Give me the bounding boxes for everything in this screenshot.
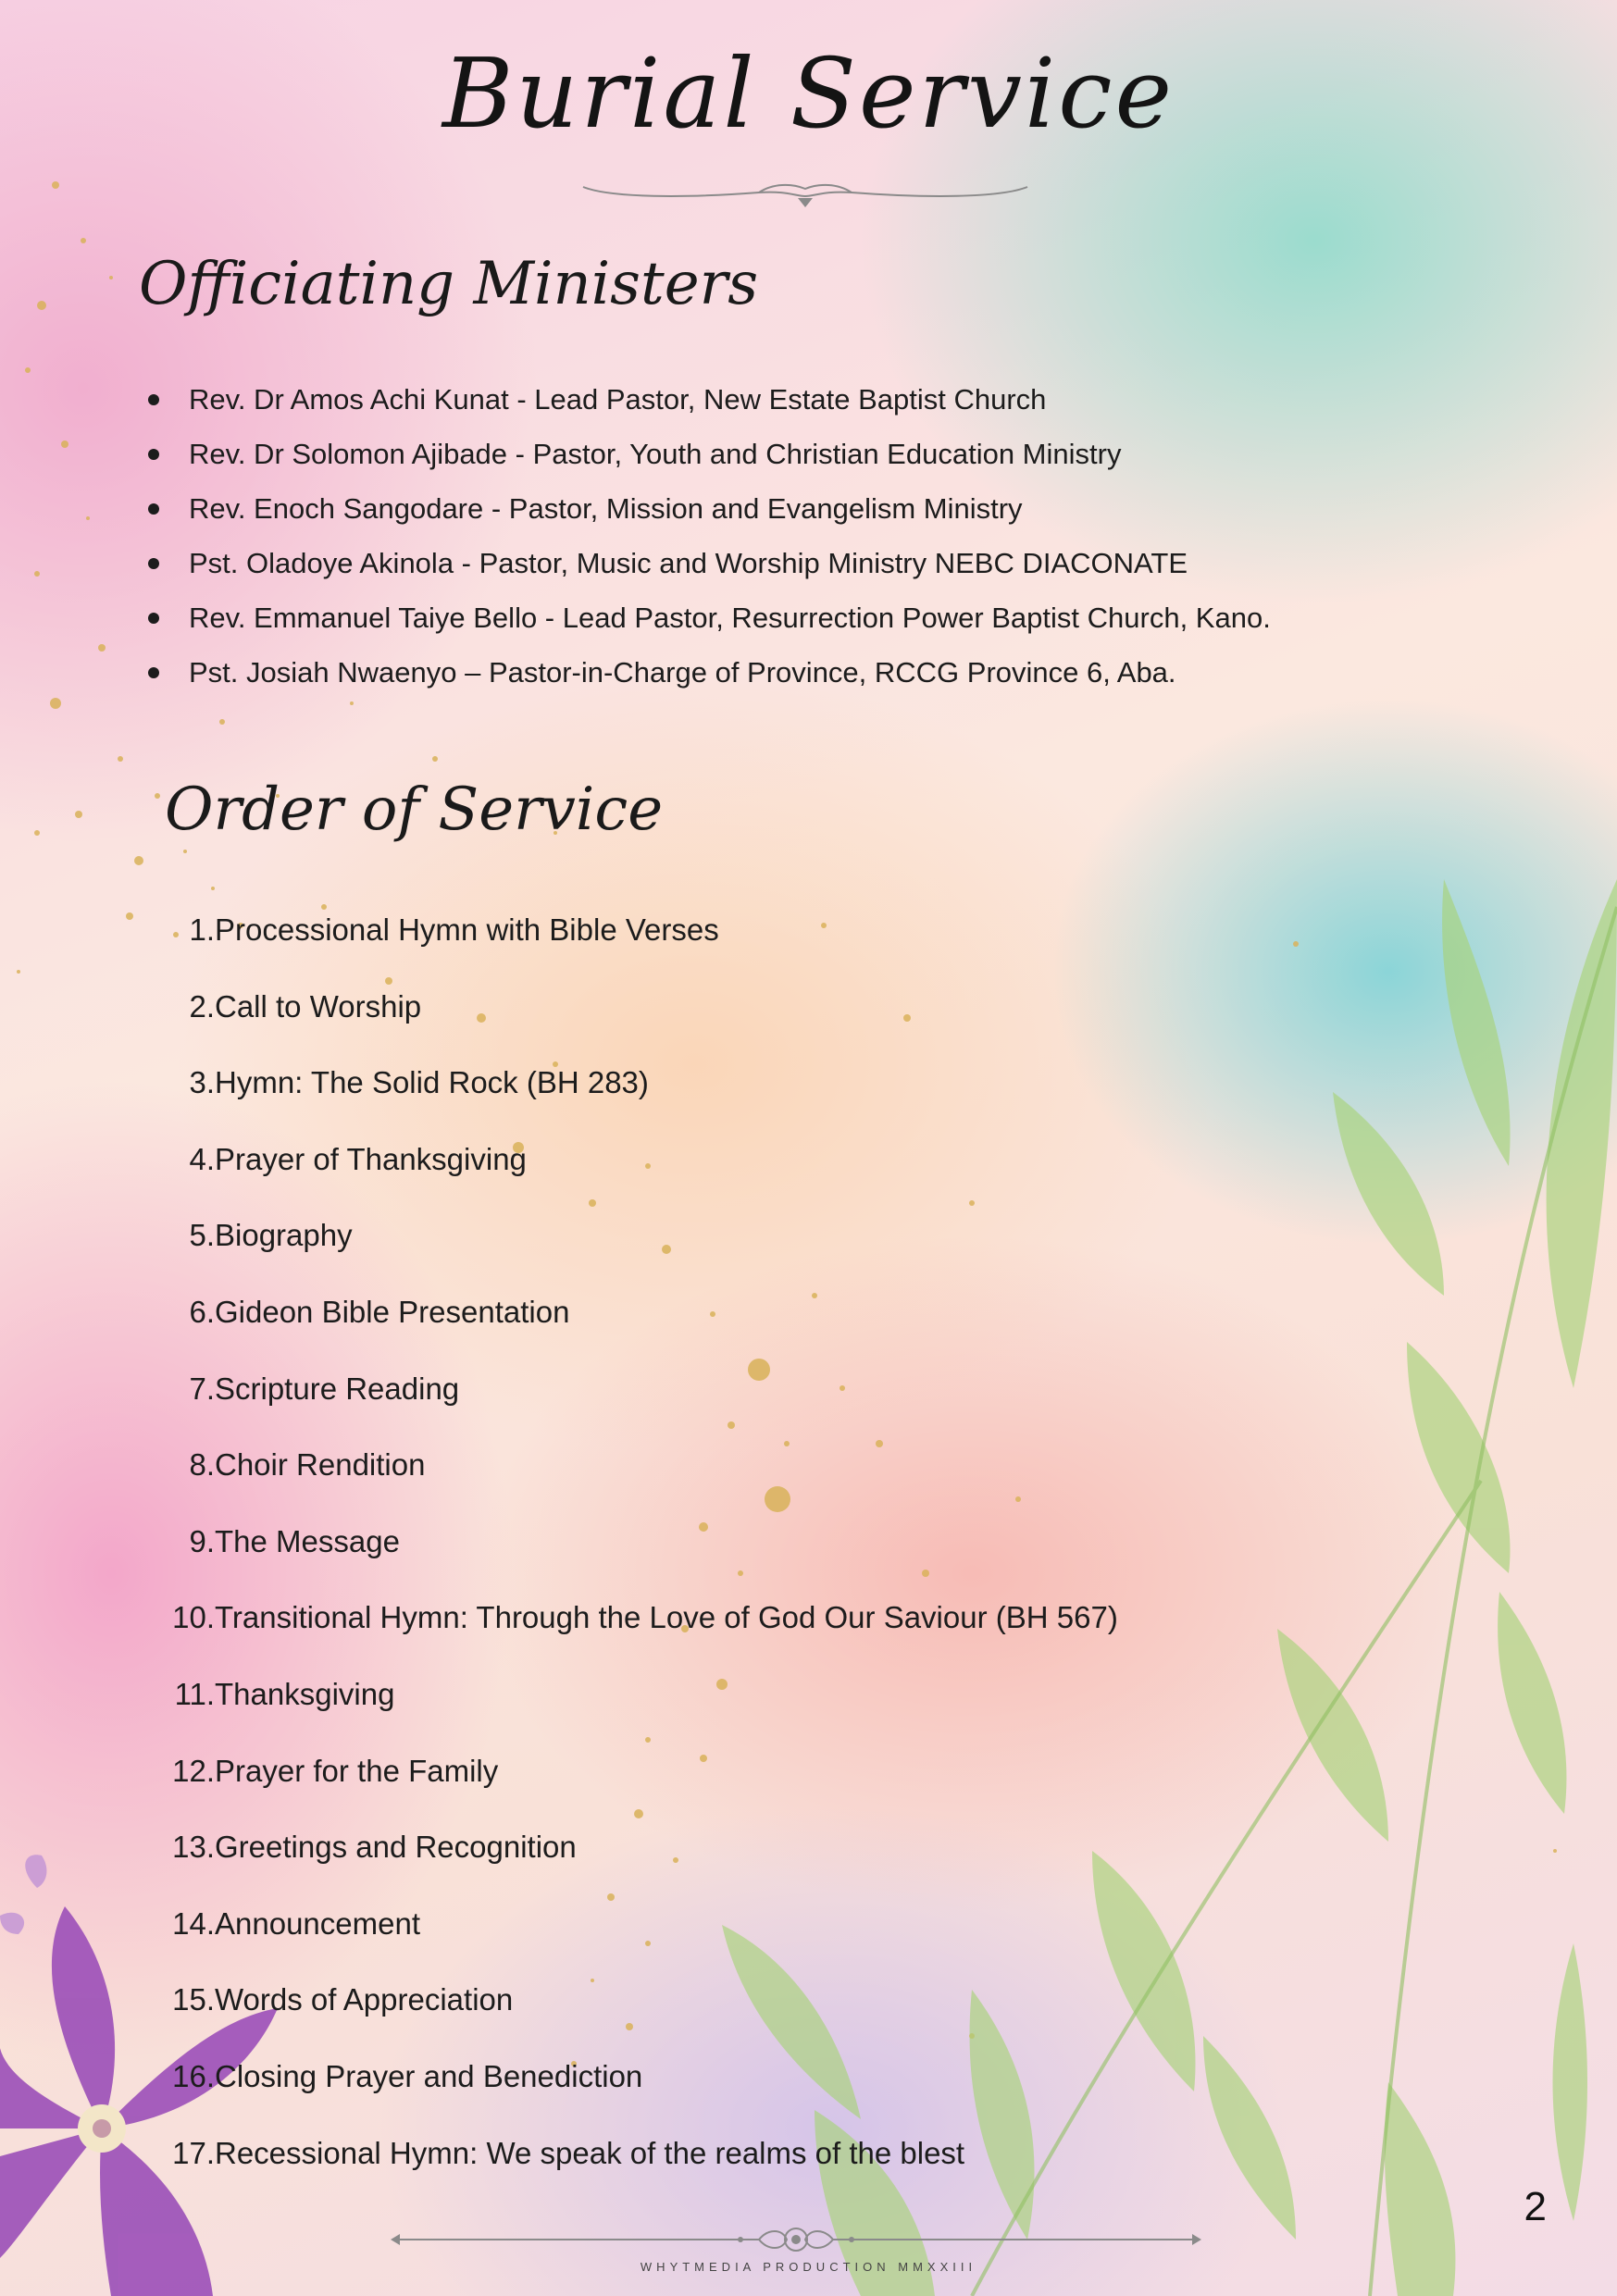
order-text: Processional Hymn with Bible Verses xyxy=(215,912,719,947)
order-text: Recessional Hymn: We speak of the realms of the blest xyxy=(215,2135,965,2170)
order-text: Gideon Bible Presentation xyxy=(215,1294,570,1329)
order-text: Words of Appreciation xyxy=(215,1982,514,2017)
page-title: Burial Service xyxy=(442,37,1175,150)
order-number: 16. xyxy=(172,2058,215,2093)
order-number: 9. xyxy=(189,1523,215,1558)
minister-item xyxy=(148,651,1271,705)
order-of-service-heading: Order of Service xyxy=(165,776,664,844)
order-item xyxy=(167,1595,1118,1671)
order-text: Closing Prayer and Benediction xyxy=(215,2058,643,2093)
order-text: Scripture Reading xyxy=(215,1371,460,1406)
bullet-icon xyxy=(148,558,159,569)
order-item xyxy=(167,2054,1118,2130)
order-item xyxy=(167,1901,1118,1978)
order-number: 1. xyxy=(189,912,215,947)
order-text: Choir Rendition xyxy=(215,1447,426,1483)
footer-divider-ornament-icon xyxy=(389,2221,1203,2258)
order-text: Transitional Hymn: Through the Love of God Our Saviour (BH 567) xyxy=(215,1600,1118,1635)
minister-item xyxy=(148,432,1271,487)
minister-text: Pst. Oladoye Akinola - Pastor, Music and Worship Ministry NEBC DIACONATE xyxy=(189,547,1188,579)
officiating-ministers-list xyxy=(148,378,1271,705)
order-text: Prayer of Thanksgiving xyxy=(215,1141,527,1176)
order-number: 10. xyxy=(172,1600,215,1635)
order-item xyxy=(167,1212,1118,1289)
order-item xyxy=(167,984,1118,1061)
bullet-icon xyxy=(148,503,159,515)
order-item xyxy=(167,1824,1118,1901)
order-text: Call to Worship xyxy=(215,988,422,1024)
order-text: Announcement xyxy=(215,1905,420,1941)
order-text: Hymn: The Solid Rock (BH 283) xyxy=(215,1065,649,1100)
bullet-icon xyxy=(148,667,159,678)
minister-item xyxy=(148,596,1271,651)
order-item xyxy=(167,2130,1118,2207)
minister-item xyxy=(148,487,1271,541)
order-item xyxy=(167,1442,1118,1519)
order-item xyxy=(167,1519,1118,1595)
order-number: 15. xyxy=(172,1982,215,2017)
order-number: 8. xyxy=(189,1447,215,1483)
order-number: 7. xyxy=(189,1371,215,1406)
production-credit: WHYTMEDIA PRODUCTION MMXXIII xyxy=(640,2260,977,2274)
order-item xyxy=(167,1977,1118,2054)
order-item xyxy=(167,1136,1118,1213)
order-item xyxy=(167,907,1118,984)
order-number: 4. xyxy=(189,1141,215,1176)
minister-text: Rev. Enoch Sangodare - Pastor, Mission and Evangelism Ministry xyxy=(189,492,1023,525)
order-number: 3. xyxy=(189,1065,215,1100)
order-number: 11. xyxy=(174,1676,215,1711)
order-item xyxy=(167,1366,1118,1443)
title-flourish-ornament-icon xyxy=(574,176,1037,213)
minister-text: Rev. Dr Amos Achi Kunat - Lead Pastor, New Estate Baptist Church xyxy=(189,383,1047,416)
order-item xyxy=(167,1748,1118,1825)
minister-text: Pst. Josiah Nwaenyo – Pastor-in-Charge of Province, RCCG Province 6, Aba. xyxy=(189,656,1176,689)
minister-text: Rev. Emmanuel Taiye Bello - Lead Pastor, Resurrection Power Baptist Church, Kano. xyxy=(189,602,1271,634)
order-text: Biography xyxy=(215,1218,353,1253)
order-number: 14. xyxy=(172,1905,215,1941)
order-number: 2. xyxy=(189,988,215,1024)
order-text: Prayer for the Family xyxy=(215,1753,499,1788)
bullet-icon xyxy=(148,394,159,405)
order-number: 12. xyxy=(172,1753,215,1788)
page-number: 2 xyxy=(1524,2184,1547,2229)
bullet-icon xyxy=(148,613,159,624)
order-number: 17. xyxy=(172,2135,215,2170)
order-text: The Message xyxy=(215,1523,400,1558)
order-number: 5. xyxy=(189,1218,215,1253)
minister-item xyxy=(148,378,1271,432)
minister-item xyxy=(148,541,1271,596)
order-number: 6. xyxy=(189,1294,215,1329)
order-of-service-list xyxy=(167,907,1118,2206)
order-item xyxy=(167,1060,1118,1136)
order-text: Thanksgiving xyxy=(215,1676,395,1711)
order-text: Greetings and Recognition xyxy=(215,1830,577,1865)
order-item xyxy=(167,1289,1118,1366)
order-number: 13. xyxy=(172,1830,215,1865)
bullet-icon xyxy=(148,449,159,460)
officiating-ministers-heading: Officiating Ministers xyxy=(139,250,759,318)
order-item xyxy=(167,1671,1118,1748)
minister-text: Rev. Dr Solomon Ajibade - Pastor, Youth and Christian Education Ministry xyxy=(189,438,1122,470)
